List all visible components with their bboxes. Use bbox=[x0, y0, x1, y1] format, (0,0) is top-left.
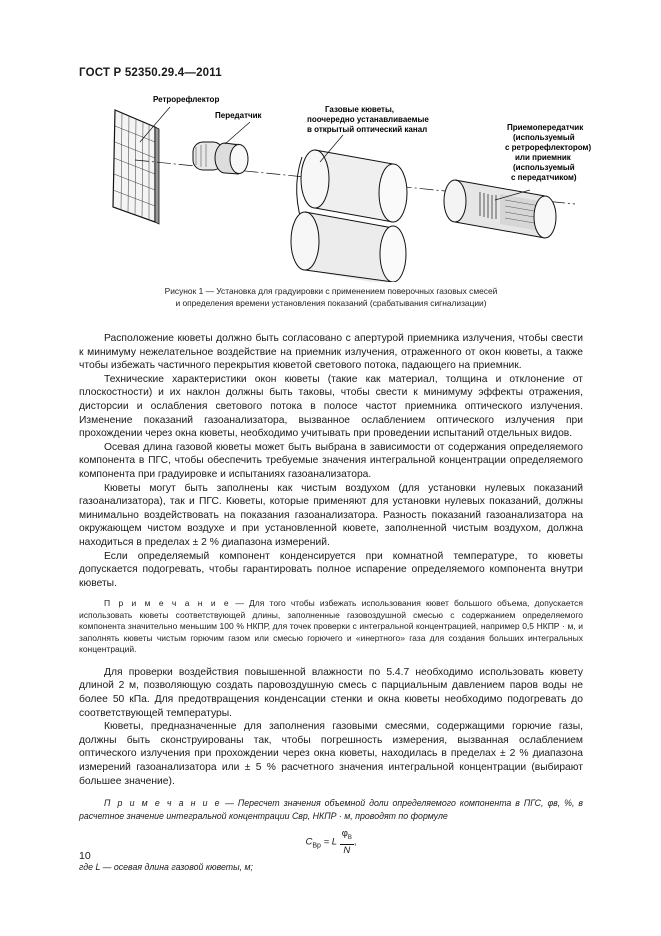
note-2-label: П р и м е ч а н и е bbox=[104, 798, 222, 809]
apparatus-figure bbox=[75, 82, 595, 282]
paragraph: Технические характеристики окон кюветы (такие как материал, толщина и отклонение от плоскостности) и их наклон должны быть таковы, чтобы свести к минимуму эффекты отражения, дисторсии и ослабления светового потока в полосе частот приемника оптического излучения. Изменение показаний газоанализатора, вызванное ослаблением оптического излучения при прохождении через окна кюветы, необходимо учитывать при проведении испытаний отдельных видов. bbox=[79, 373, 583, 440]
paragraph: Для проверки воздействия повышенной влажности по 5.4.7 необходимо использовать кювету длиной 2 м, позволяющую создать паровоздушную смесь с парциальным давлением паров воды не более 50 кПа. Для предотвращения конденсации стенки и окна кюветы необходимо подогревать до соответствующей температуры. bbox=[79, 666, 583, 719]
formula: $C_{Bp} = L$ $\frac{\varphi_B}{N}$ , bbox=[305, 828, 357, 857]
label-gas-cells-2: поочередно устанавливаемые bbox=[307, 115, 429, 124]
formula-numerator-sub: B bbox=[347, 835, 352, 842]
label-transceiver-5: (используемый bbox=[513, 163, 575, 172]
note-1 bbox=[79, 598, 583, 656]
label-transmitter: Передатчик bbox=[215, 111, 262, 120]
formula-eq: = L bbox=[323, 836, 338, 848]
transceiver-graphic bbox=[444, 180, 556, 238]
label-gas-cells-3: в открытый оптический канал bbox=[307, 125, 428, 134]
figure-caption bbox=[79, 285, 583, 309]
formula-lhs: C bbox=[305, 836, 313, 848]
paragraph: Кюветы могут быть заполнены как чистым воздухом (для установки нулевых показаний газоанализатора), так и ПГС. Кюветы, которые применяют для установки нулевых показаний, должны минимально воздействовать на показания газоанализатора. Разность показаний газоанализатора на окружающем чистом воздухе и при установленной кювете, заполненной чистым воздухом, должна находиться в пределах ± 2 % диапазона измерений. bbox=[79, 482, 583, 548]
gas-cell-lower bbox=[291, 212, 406, 282]
paragraph: Кюветы, предназначенные для заполнения газовыми смесями, содержащими горючие газы, должны быть сконструированы так, чтобы погрешность измерения, вызванная ослаблением оптического излучения при прохождении через окна кюветы, находилась в пределах ± 2 % диапазона измерений газоанализатора или ± 5 % расчетного значения интегральной концентрации (выбирают большее значение). bbox=[79, 721, 583, 787]
label-transceiver-6: с передатчиком) bbox=[511, 173, 577, 182]
note-2 bbox=[79, 797, 583, 822]
label-retroreflector: Ретрорефлектор bbox=[153, 95, 220, 104]
retroreflector-graphic bbox=[113, 110, 159, 224]
document-header: ГОСТ Р 52350.29.4—2011 bbox=[79, 67, 222, 79]
page-number: 10 bbox=[79, 850, 91, 862]
figure-caption-line-2: и определения времени установления показаний (срабатывания сигнализации) bbox=[175, 298, 487, 308]
gas-cell-upper bbox=[301, 150, 407, 222]
where-clause: где L — осевая длина газовой кюветы, м; bbox=[79, 862, 253, 873]
note-2-text: — Пересчет значения объемной доли определяемого компонента в ПГС, φв, %, в расчетное значение интегральной концентрации Cвр, НКПР · м, проводят по формуле bbox=[79, 798, 583, 821]
note-1-text: — Для того чтобы избежать использования кювет большого объема, допускается использовать кюветы соответствующей длины, заполненные газовоздушной смесью с содержанием определяемого компонента значительно меньшим 100 % НКПР, для точек проверки с интегральной концентрацией, например 0,5 НКПР · м, и заполнять кюветы чистым горючим газом или смесью горючего и «инертного» газа для создания больших интегральных концентраций. bbox=[79, 598, 583, 655]
label-transceiver-4: или приемник bbox=[515, 153, 571, 162]
transmitter-graphic bbox=[193, 142, 248, 174]
paragraph: Если определяемый компонент конденсируется при комнатной температуре, то кюветы допускается подогревать, чтобы гарантировать полное испарение определяемого компонента внутри кюветы. bbox=[79, 550, 583, 589]
label-transceiver-2: (используемый bbox=[513, 133, 575, 142]
formula-denominator: N bbox=[343, 845, 351, 857]
formula-lhs-sub: Bp bbox=[312, 842, 321, 850]
formula-numerator: φ bbox=[341, 828, 348, 840]
figure-caption-line-1: Рисунок 1 — Установка для градуировки с применением поверочных газовых смесей bbox=[164, 286, 498, 296]
paragraph: Осевая длина газовой кюветы может быть выбрана в зависимости от содержания определяемого компонента в ПГС, чтобы обеспечить требуемые значения интегральной концентрации определяемого компонента при градуировке и испытаниях газоанализатора. bbox=[79, 441, 583, 480]
label-transceiver-3: с ретрорефлектором) bbox=[505, 143, 592, 152]
paragraph: Расположение кюветы должно быть согласовано с апертурой приемника излучения, чтобы свести к минимуму нежелательное воздействие на приемник излучения, отраженного от окон кюветы, а также чтобы избежать частичного перекрытия кюветой светового потока, падающего на приемник. bbox=[79, 333, 583, 372]
label-gas-cells-1: Газовые кюветы, bbox=[325, 105, 395, 114]
formula-fraction bbox=[340, 828, 354, 856]
note-1-label: П р и м е ч а н и е bbox=[104, 598, 231, 609]
body-text bbox=[79, 332, 583, 872]
label-transceiver-1: Приемопередатчик bbox=[507, 123, 584, 132]
